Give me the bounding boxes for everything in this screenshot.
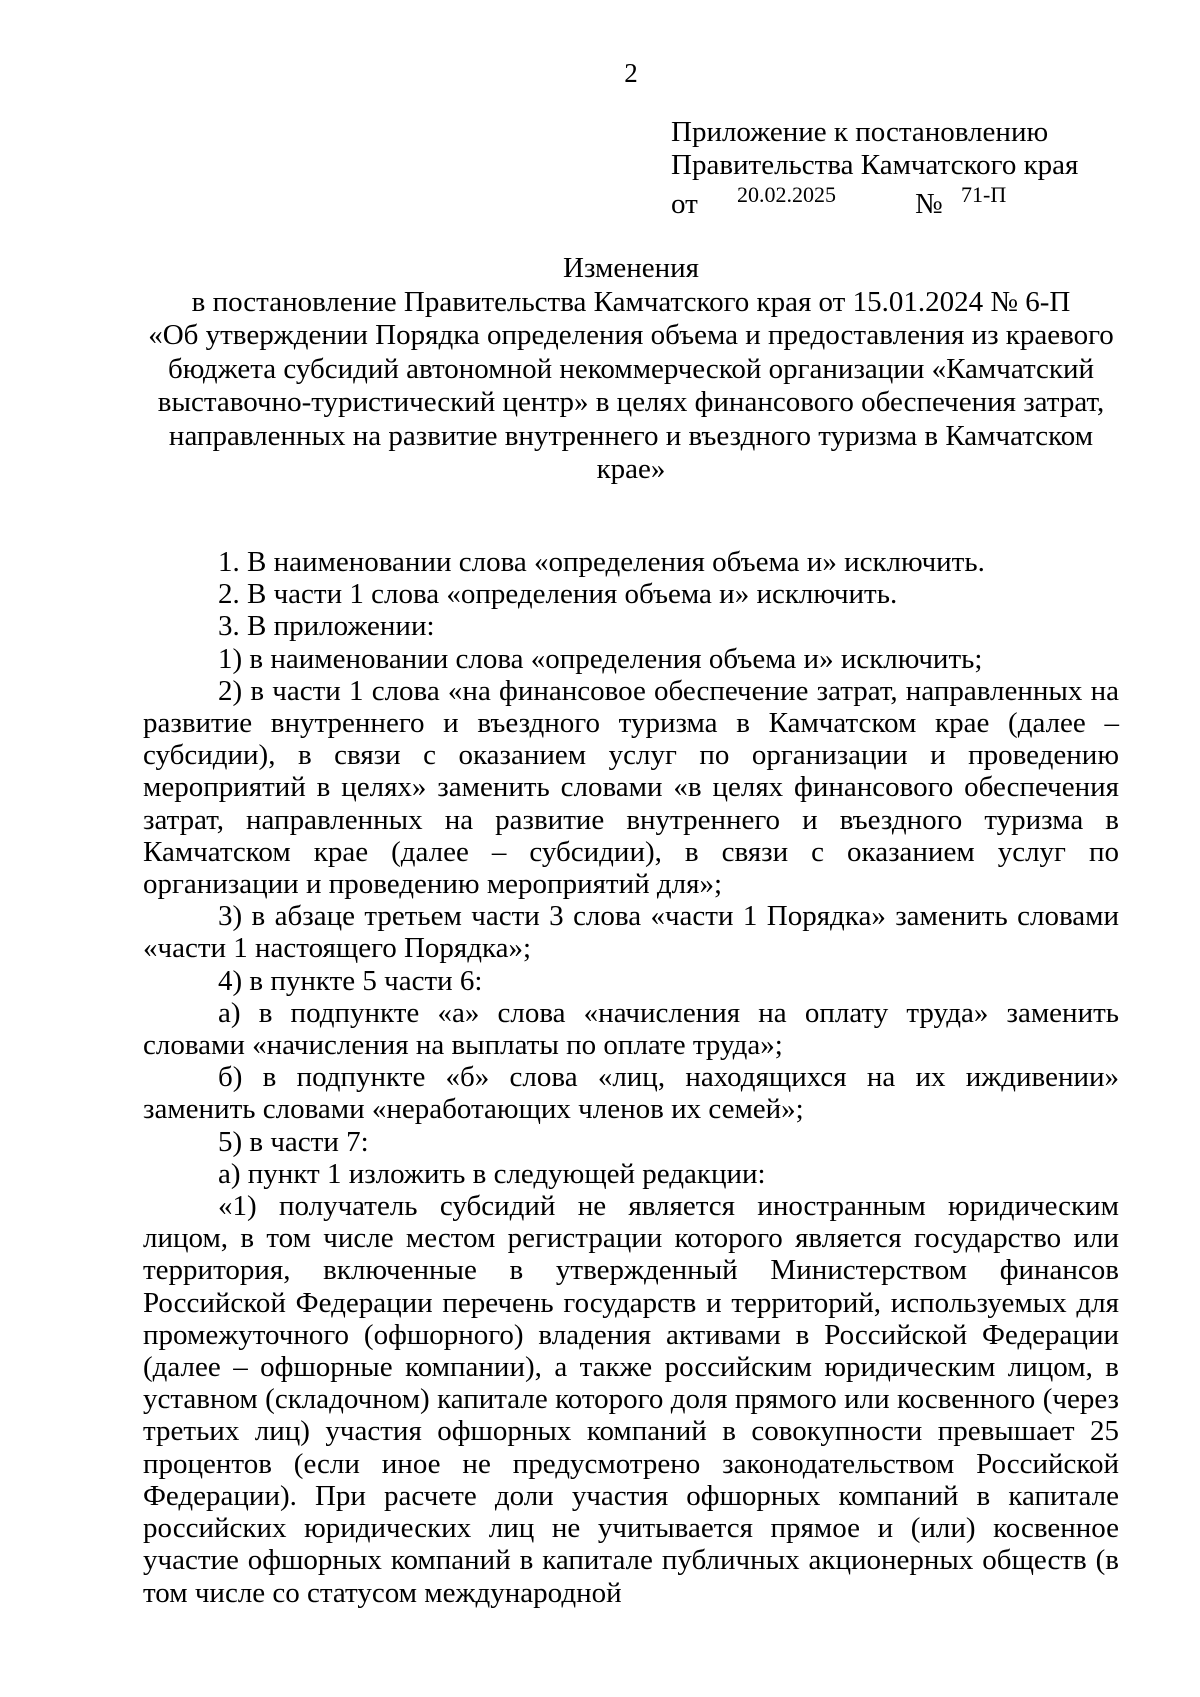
document-body: [143, 546, 1119, 1609]
appendix-header: [671, 116, 1079, 220]
paragraph-2: 2. В части 1 слова «определения объема и» исключить.: [218, 578, 898, 611]
paragraph-10: 5) в части 7:: [218, 1125, 369, 1158]
appendix-from-label: от: [671, 188, 698, 220]
appendix-reference: [671, 182, 1078, 220]
title-line-6: направленных на развитие внутреннего и въездного туризма в Камчатском: [168, 419, 1094, 452]
paragraph-3: 3. В приложении:: [218, 610, 435, 643]
appendix-line-2: Правительства Камчатского края: [671, 149, 1079, 181]
title-line-1: Изменения: [563, 252, 699, 284]
paragraph-9: б) в подпункте «б» слова «лиц, находящихся на их иждивении» заменить словами «неработающих членов их семей»;: [143, 1061, 1119, 1126]
paragraph-11: а) пункт 1 изложить в следующей редакции:: [218, 1157, 766, 1190]
appendix-number: 71-П: [961, 182, 1007, 207]
paragraph-1: 1. В наименовании слова «определения объема и» исключить.: [218, 546, 985, 578]
page-number: 2: [624, 58, 638, 88]
paragraph-6: 3) в абзаце третьем части 3 слова «части 1 Порядка» заменить словами «части 1 настоящего Порядка»;: [143, 900, 1119, 965]
title-line-5: выставочно-туристический центр» в целях финансового обеспечения затрат,: [157, 386, 1105, 418]
paragraph-5: 2) в части 1 слова «на финансовое обеспечение затрат, направленных на развитие внутреннего и въездного туризма в Камчатском крае (далее – субсидии), в связи с оказанием услуг по организации и проведению мероприятий в целях» заменить словами «в целях финансового обеспечения затрат, направленных на развитие внутреннего и въездного туризма в Камчатском крае (далее – субсидии), в связи с оказанием услуг по организации и проведению мероприятий для»;: [143, 674, 1119, 901]
paragraph-8: а) в подпункте «а» слова «начисления на оплату труда» заменить словами «начисления на выплаты по оплате труда»;: [143, 996, 1119, 1062]
title-line-4: бюджета субсидий автономной некоммерческой организации «Камчатский: [167, 352, 1095, 385]
paragraph-7: 4) в пункте 5 части 6:: [218, 964, 483, 997]
appendix-number-label: №: [915, 188, 943, 220]
document-title: [143, 252, 1119, 487]
paragraph-4: 1) в наименовании слова «определения объема и» исключить;: [218, 642, 983, 675]
paragraph-12: «1) получатель субсидий не является иностранным юридическим лицом, в том числе местом регистрации которого является государство или территория, включенные в утвержденный Министерством финансов Российской Федерации перечень государств и территорий, используемых для промежуточного (офшорного) владения активами в Российской Федерации (далее – офшорные компании), а также российским юридическим лицом, в уставном (складочном) капитале которого доля прямого или косвенного (через третьих лиц) участия офшорных компаний в совокупности превышает 25 процентов (если иное не предусмотрено законодательством Российской Федерации). При расчете доли участия офшорных компаний в капитале российских юридических лиц не учитывается прямое и (или) косвенное участие офшорных компаний в капитале публичных акционерных обществ (в том числе со статусом международной: [143, 1190, 1119, 1609]
appendix-date: 20.02.2025: [737, 182, 836, 207]
title-line-2: в постановление Правительства Камчатского края от 15.01.2024 № 6-П: [191, 285, 1071, 318]
title-line-3: «Об утверждении Порядка определения объема и предоставления из краевого: [148, 319, 1114, 351]
title-line-7: крае»: [596, 453, 666, 485]
appendix-line-1: Приложение к постановлению: [671, 116, 1049, 148]
